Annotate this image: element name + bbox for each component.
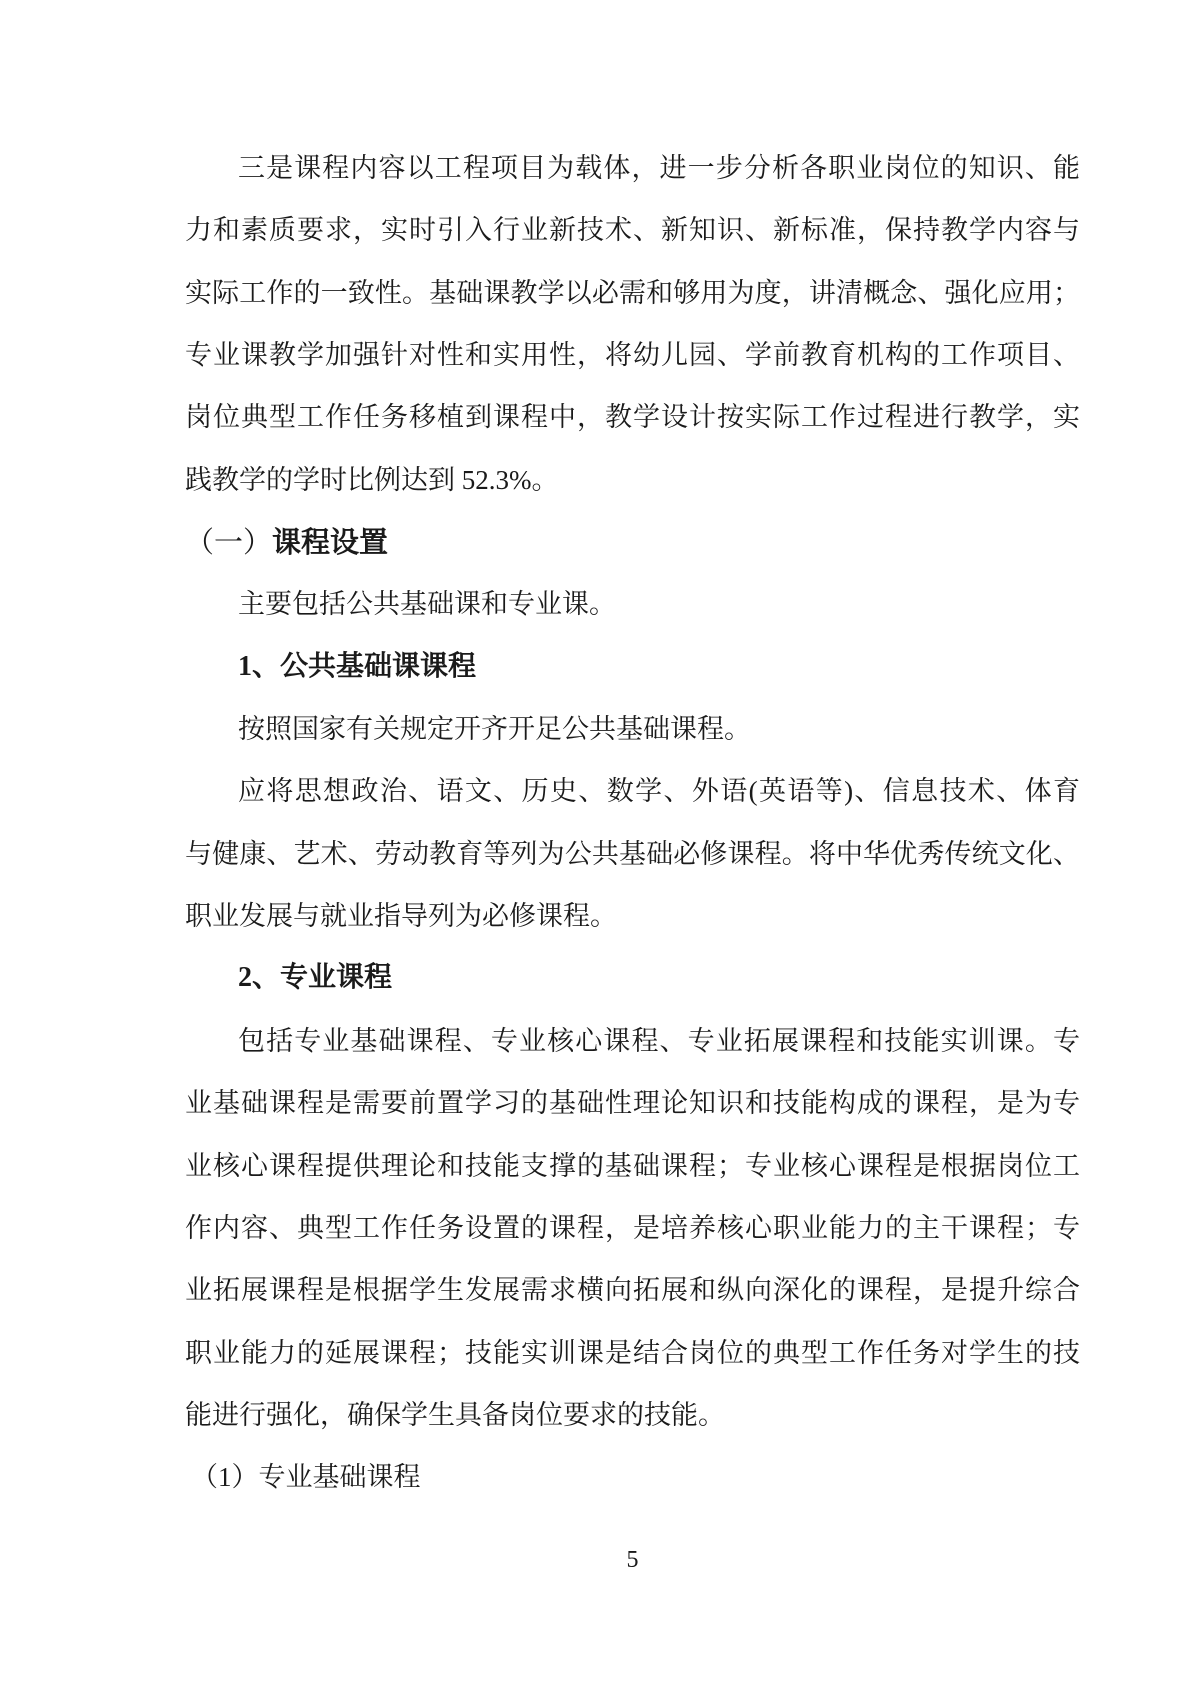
paragraph-line: 作内容、典型工作任务设置的课程，是培养核心职业能力的主干课程；专 <box>185 1212 1080 1243</box>
item-heading: （1）专业基础课程 <box>191 1462 421 1493</box>
text-column <box>185 151 1080 1523</box>
paragraph-line: 专业课教学加强针对性和实用性，将幼儿园、学前教育机构的工作项目、 <box>185 340 1080 371</box>
section-heading <box>185 525 1080 587</box>
paragraph-line: 职业能力的延展课程；技能实训课是结合岗位的典型工作任务对学生的技 <box>185 1337 1080 1368</box>
paragraph-line: 应将思想政治、语文、历史、数学、外语(英语等)、信息技术、体育 <box>238 776 1080 807</box>
paragraph-line: 三是课程内容以工程项目为载体，进一步分析各职业岗位的知识、能 <box>238 153 1080 183</box>
section-heading-number: （一） <box>185 527 273 560</box>
paragraph-line: 岗位典型工作任务移植到课程中，教学设计按实际工作过程进行教学，实 <box>185 402 1080 433</box>
paragraph-line: 能进行强化，确保学生具备岗位要求的技能。 <box>185 1399 725 1430</box>
page-footer <box>185 1545 1080 1575</box>
page-number: 5 <box>626 1547 639 1573</box>
subsection-heading-1: 1、公共基础课课程 <box>238 650 477 682</box>
paragraph-line: 主要包括公共基础课和专业课。 <box>238 589 616 620</box>
paragraph-line: 业核心课程提供理论和技能支撑的基础课程；专业核心课程是根据岗位工 <box>185 1150 1080 1181</box>
paragraph-line: 业基础课程是需要前置学习的基础性理论知识和技能构成的课程，是为专 <box>185 1088 1080 1119</box>
paragraph-line: 实际工作的一致性。基础课教学以必需和够用为度，讲清概念、强化应用； <box>185 277 1080 308</box>
subsection-heading-2: 2、专业课程 <box>238 962 393 994</box>
paragraph-line: 业拓展课程是根据学生发展需求横向拓展和纵向深化的课程，是提升综合 <box>185 1275 1080 1306</box>
paragraph-line: 包括专业基础课程、专业核心课程、专业拓展课程和技能实训课。专 <box>238 1025 1080 1056</box>
paragraph-line: 践教学的学时比例达到 52.3%。 <box>185 464 559 495</box>
paragraph-line: 职业发展与就业指导列为必修课程。 <box>185 901 617 932</box>
paragraph-line: 与健康、艺术、劳动教育等列为公共基础必修课程。将中华优秀传统文化、 <box>185 838 1080 869</box>
paragraph-line: 力和素质要求，实时引入行业新技术、新知识、新标准，保持教学内容与 <box>185 215 1080 246</box>
paragraph-line: 按照国家有关规定开齐开足公共基础课程。 <box>238 714 751 745</box>
section-heading-title: 课程设置 <box>272 527 389 560</box>
